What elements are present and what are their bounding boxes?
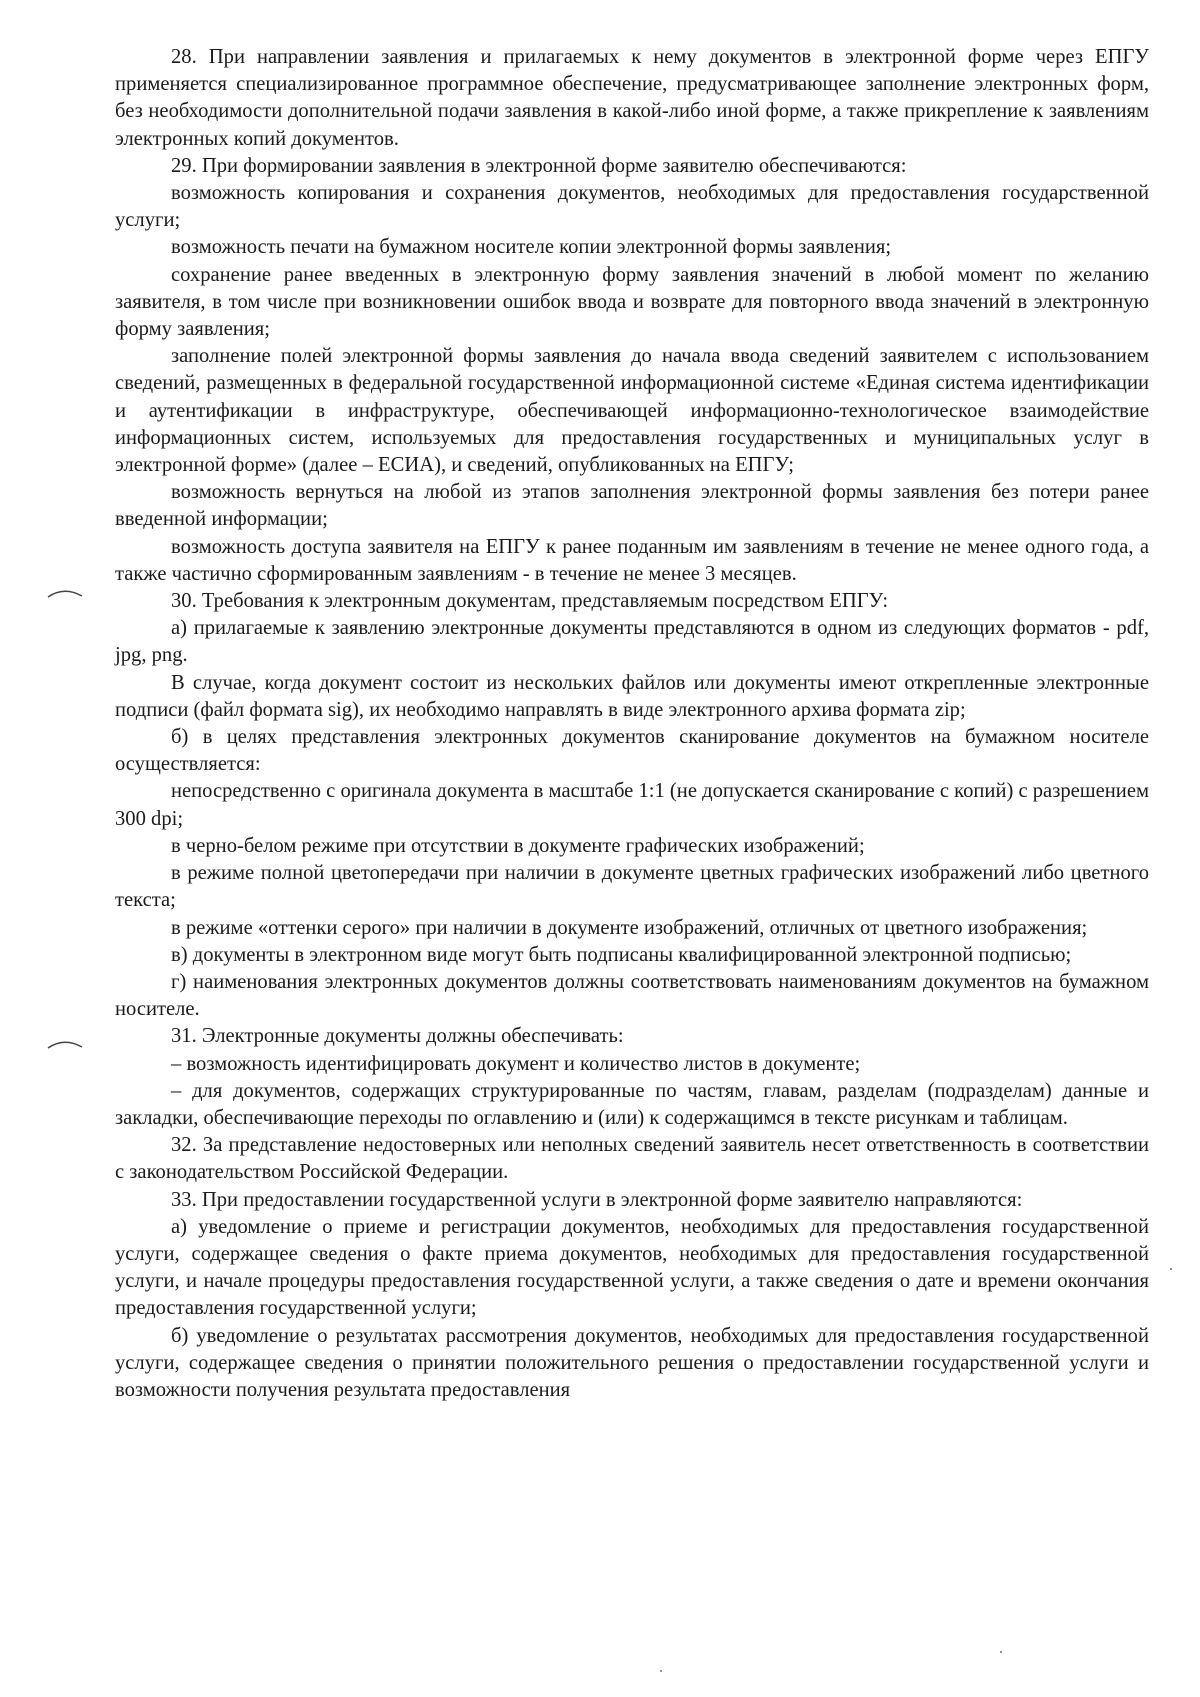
paragraph-30: 30. Требования к электронным документам, представляемым посредством ЕПГУ: [171,590,889,613]
scan-speck [1000,1651,1002,1653]
paragraph-29-item: возможность вернуться на любой из этапов заполнения электронной формы заявления без потери ранее введенной информации; [115,481,1149,531]
paragraph-31-item: – возможность идентифицировать документ и количество листов в документе; [171,1052,861,1075]
paragraph-32: 32. За представление недостоверных или неполных сведений заявитель несет ответственность в соответствии с законодательством Российской Федерации. [115,1134,1149,1184]
punch-hole-mark [46,586,86,600]
paragraph-30-item: в режиме «оттенки серого» при наличии в документе изображений, отличных от цветного изображения; [171,916,1088,939]
paragraph-33: 33. При предоставлении государственной услуги в электронной форме заявителю направляются: [171,1188,1023,1211]
paragraph-29-item: возможность копирования и сохранения документов, необходимых для предоставления государственной услуги; [115,182,1149,232]
paragraph-29-item: возможность печати на бумажном носителе копии электронной формы заявления; [171,236,892,259]
paragraph-30-item: В случае, когда документ состоит из нескольких файлов или документы имеют открепленные электронные подписи (файл формата sig), их необходимо направлять в виде электронного архива формата zip; [115,671,1149,721]
paragraph-30-item: в) документы в электронном виде могут быть подписаны квалифицированной электронной подписью; [171,943,1072,966]
paragraph-30-item: в режиме полной цветопередачи при наличии в документе цветных графических изображений либо цветного текста; [115,862,1149,912]
paragraph-33-item: б) уведомление о результатах рассмотрения документов, необходимых для предоставления государственной услуги, содержащее сведения о принятии положительного решения о предоставлении государственной услуги и возможности получения результата предоставления [115,1324,1149,1401]
paragraph-30-item: непосредственно с оригинала документа в масштабе 1:1 (не допускается сканирование с копий) с разрешением 300 dpi; [115,780,1149,830]
scan-speck [660,1670,662,1672]
paragraph-30-item: а) прилагаемые к заявлению электронные документы представляются в одном из следующих форматов - pdf, jpg, png. [115,617,1149,667]
paragraph-31: 31. Электронные документы должны обеспечивать: [171,1025,624,1048]
paragraph-30-item: г) наименования электронных документов должны соответствовать наименованиям документов на бумажном носителе. [115,970,1149,1021]
punch-hole-mark [46,1037,86,1051]
paragraph-28: 28. При направлении заявления и прилагаемых к нему документов в электронной форме через ЕПГУ применяется специализированное программное обеспечение, предусматривающее заполнение электронных форм, без необходимости дополнительной подачи заявления в какой-либо иной форме, а также прикрепление к заявлениям электронных копий документов. [115,46,1149,150]
paragraph-31-item: – для документов, содержащих структурированные по частям, главам, разделам (подразделам) данные и закладки, обеспечивающие переходы по оглавлению и (или) к содержащимся в тексте рисункам и таблицам. [115,1079,1149,1129]
paragraph-29-item: заполнение полей электронной формы заявления до начала ввода сведений заявителем с использованием сведений, размещенных в федеральной государственной информационной системе «Единая система идентификации и аутентификации в инфраструктуре, обеспечивающей информационно-технологическое взаимодействие информационных систем, используемых для предоставления государственных и муниципальных услуг в электронной форме» (далее – ЕСИА), и сведений, опубликованных на ЕПГУ; [115,345,1149,477]
paragraph-30-item: б) в целях представления электронных документов сканирование документов на бумажном носителе осуществляется: [115,726,1149,776]
document-body [115,44,1149,1404]
paragraph-33-item: а) уведомление о приеме и регистрации документов, необходимых для предоставления государственной услуги, содержащее сведения о факте приема документов, необходимых для предоставления государственной услуги, и начале процедуры предоставления государственной услуги, а также сведения о дате и времени окончания предоставления государственной услуги; [115,1215,1149,1320]
paragraph-29-item: возможность доступа заявителя на ЕПГУ к ранее поданным им заявлениям в течение не менее одного года, а также частично сформированным заявлениям - в течение не менее 3 месяцев. [115,535,1149,585]
paragraph-29-item: сохранение ранее введенных в электронную форму заявления значений в любой момент по желанию заявителя, в том числе при возникновении ошибок ввода и возврате для повторного ввода значений в электронную форму заявления; [115,263,1149,341]
paragraph-29: 29. При формировании заявления в электронной форме заявителю обеспечиваются: [171,154,907,177]
scan-speck [1170,1268,1172,1270]
paragraph-30-item: в черно-белом режиме при отсутствии в документе графических изображений; [171,834,865,857]
